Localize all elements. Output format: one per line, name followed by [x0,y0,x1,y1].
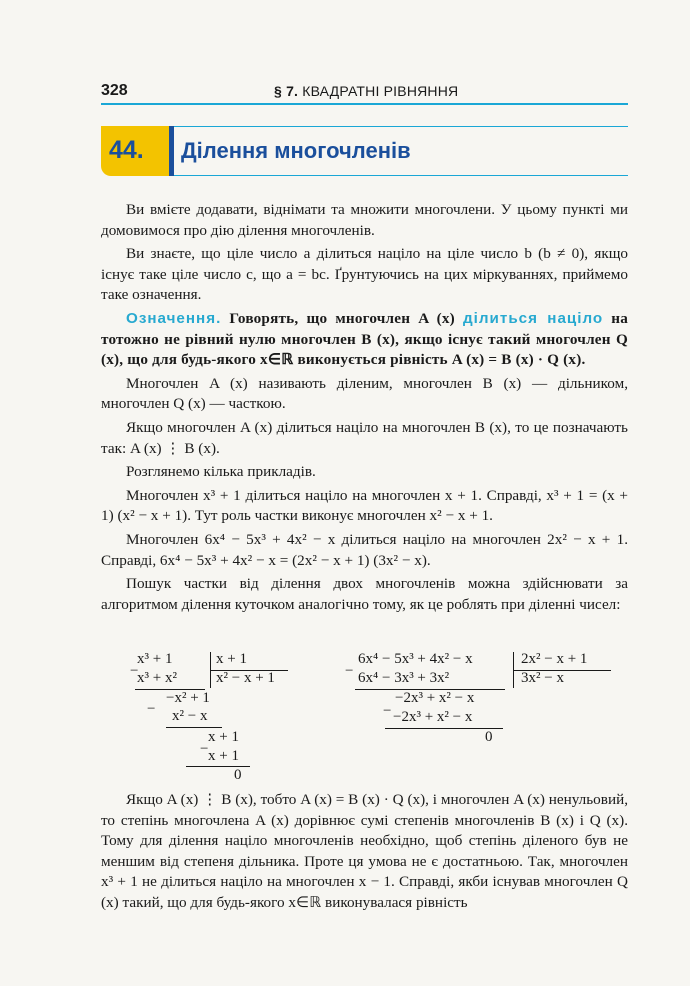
div1-subtrahend-1: x³ + x² [137,670,177,686]
long-division-2 [345,650,615,750]
div2-subtrahend-2: −2x³ + x² − x [393,709,473,725]
div1-remainder-2: x + 1 [208,729,239,745]
definition-term: ділиться націло [463,309,604,327]
div2-minus-sign: − [383,703,392,719]
paragraph-example-1: Многочлен x³ + 1 ділиться націло на многочлен x + 1. Справді, x³ + 1 = (x + 1) (x² − x + 1). Тут роль частки виконує многочлен x² − x + 1. [101,486,628,525]
div2-remainder-1: −2x³ + x² − x [395,690,475,706]
div1-minus-sign: − [200,741,209,757]
div1-quotient: x² − x + 1 [216,670,275,686]
div2-remainder-2: 0 [485,729,493,745]
div2-dividend: 6x⁴ − 5x³ + 4x² − x [358,651,473,667]
paragraph-example-2: Многочлен 6x⁴ − 5x³ + 4x² − x ділиться націло на многочлен 2x² − x + 1. Справді, 6x⁴ − 5x³ + 4x² − x = (2x² − x + 1) (3x² − x). [101,530,628,569]
div1-remainder-3: 0 [234,767,242,783]
header-rule [101,103,628,105]
div2-subtrahend-1: 6x⁴ − 3x³ + 3x² [358,670,450,686]
div1-subtrahend-2: x² − x [172,708,208,724]
div1-subtrahend-3: x + 1 [208,748,239,764]
paragraph-integers: Ви знаєте, що ціле число a ділиться націло на ціле число b (b ≠ 0), якщо існує таке ціле число c, що a = bc. Ґрунтуючись на цих міркуваннях, приймемо таке означення. [101,245,628,304]
div2-minus-sign: − [345,663,354,679]
paragraph-examples-intro: Розглянемо кілька прикладів. [126,463,316,481]
section-heading [274,83,458,99]
paragraph-terms: Многочлен A (x) називають діленим, многочлен B (x) — дільником, многочлен Q (x) — часткою. [101,374,628,413]
definition-block [101,309,628,371]
page-number: 328 [101,82,128,99]
main-text-continued [101,790,628,914]
section-title: КВАДРАТНІ РІВНЯННЯ [302,83,459,99]
page-header [101,80,628,104]
long-division-1 [130,650,300,785]
lesson-title-band [101,126,628,176]
div1-minus-sign: − [147,701,156,717]
div1-minus-sign: − [130,663,139,679]
main-text [101,200,628,618]
title-bottom-rule [174,175,628,176]
paragraph-degree: Якщо A (x) ⋮ B (x), тобто A (x) = B (x) · Q (x), і многочлен A (x) ненульовий, то степінь многочлена A (x) дорівнює сумі степенів многочленів B (x) і Q (x). Тому для ділення націло многочленів необхідно, щоб степінь діленого був не меншим від степеня дільника. Проте ця умова не є достатньою. Так, многочлен x³ + 1 не ділиться націло на многочлен x − 1. Справді, якби існував многочлен Q (x) такий, що для будь-якого x∈ℝ виконувалася рівність [101,791,628,911]
lesson-number: 44. [109,136,144,164]
lesson-number-badge [101,126,169,176]
div1-remainder-1: −x² + 1 [166,690,210,706]
paragraph-notation: Якщо многочлен A (x) ділиться націло на многочлен B (x), то це позначають так: A (x) ⋮ B (x). [101,418,628,457]
title-accent-strip [169,126,174,176]
paragraph-intro: Ви вмієте додавати, віднімати та множити многочлени. У цьому пункті ми домовимося про дію ділення многочленів. [101,201,628,239]
title-top-rule [174,126,628,127]
div2-divisor: 2x² − x + 1 [521,651,588,667]
lesson-title: Ділення многочленів [181,138,411,163]
definition-text-end: на тотожно не рівний нулю многочлен B (x), якщо існує такий многочлен Q (x), що для будь-якого x∈ℝ виконується рівність A (x) = B (x) · Q (x). [101,309,629,369]
div2-quotient: 3x² − x [521,670,564,686]
div1-dividend: x³ + 1 [137,651,173,667]
section-mark: § 7. [274,83,299,99]
paragraph-long-division: Пошук частки від ділення двох многочленів можна здійснювати за алгоритмом ділення куточком аналогічно тому, як це роблять при діленні чисел: [101,575,628,613]
definition-label: Означення. [126,309,222,327]
div1-divisor: x + 1 [216,651,247,667]
definition-text-start: Говорять, що многочлен A (x) [229,309,455,327]
